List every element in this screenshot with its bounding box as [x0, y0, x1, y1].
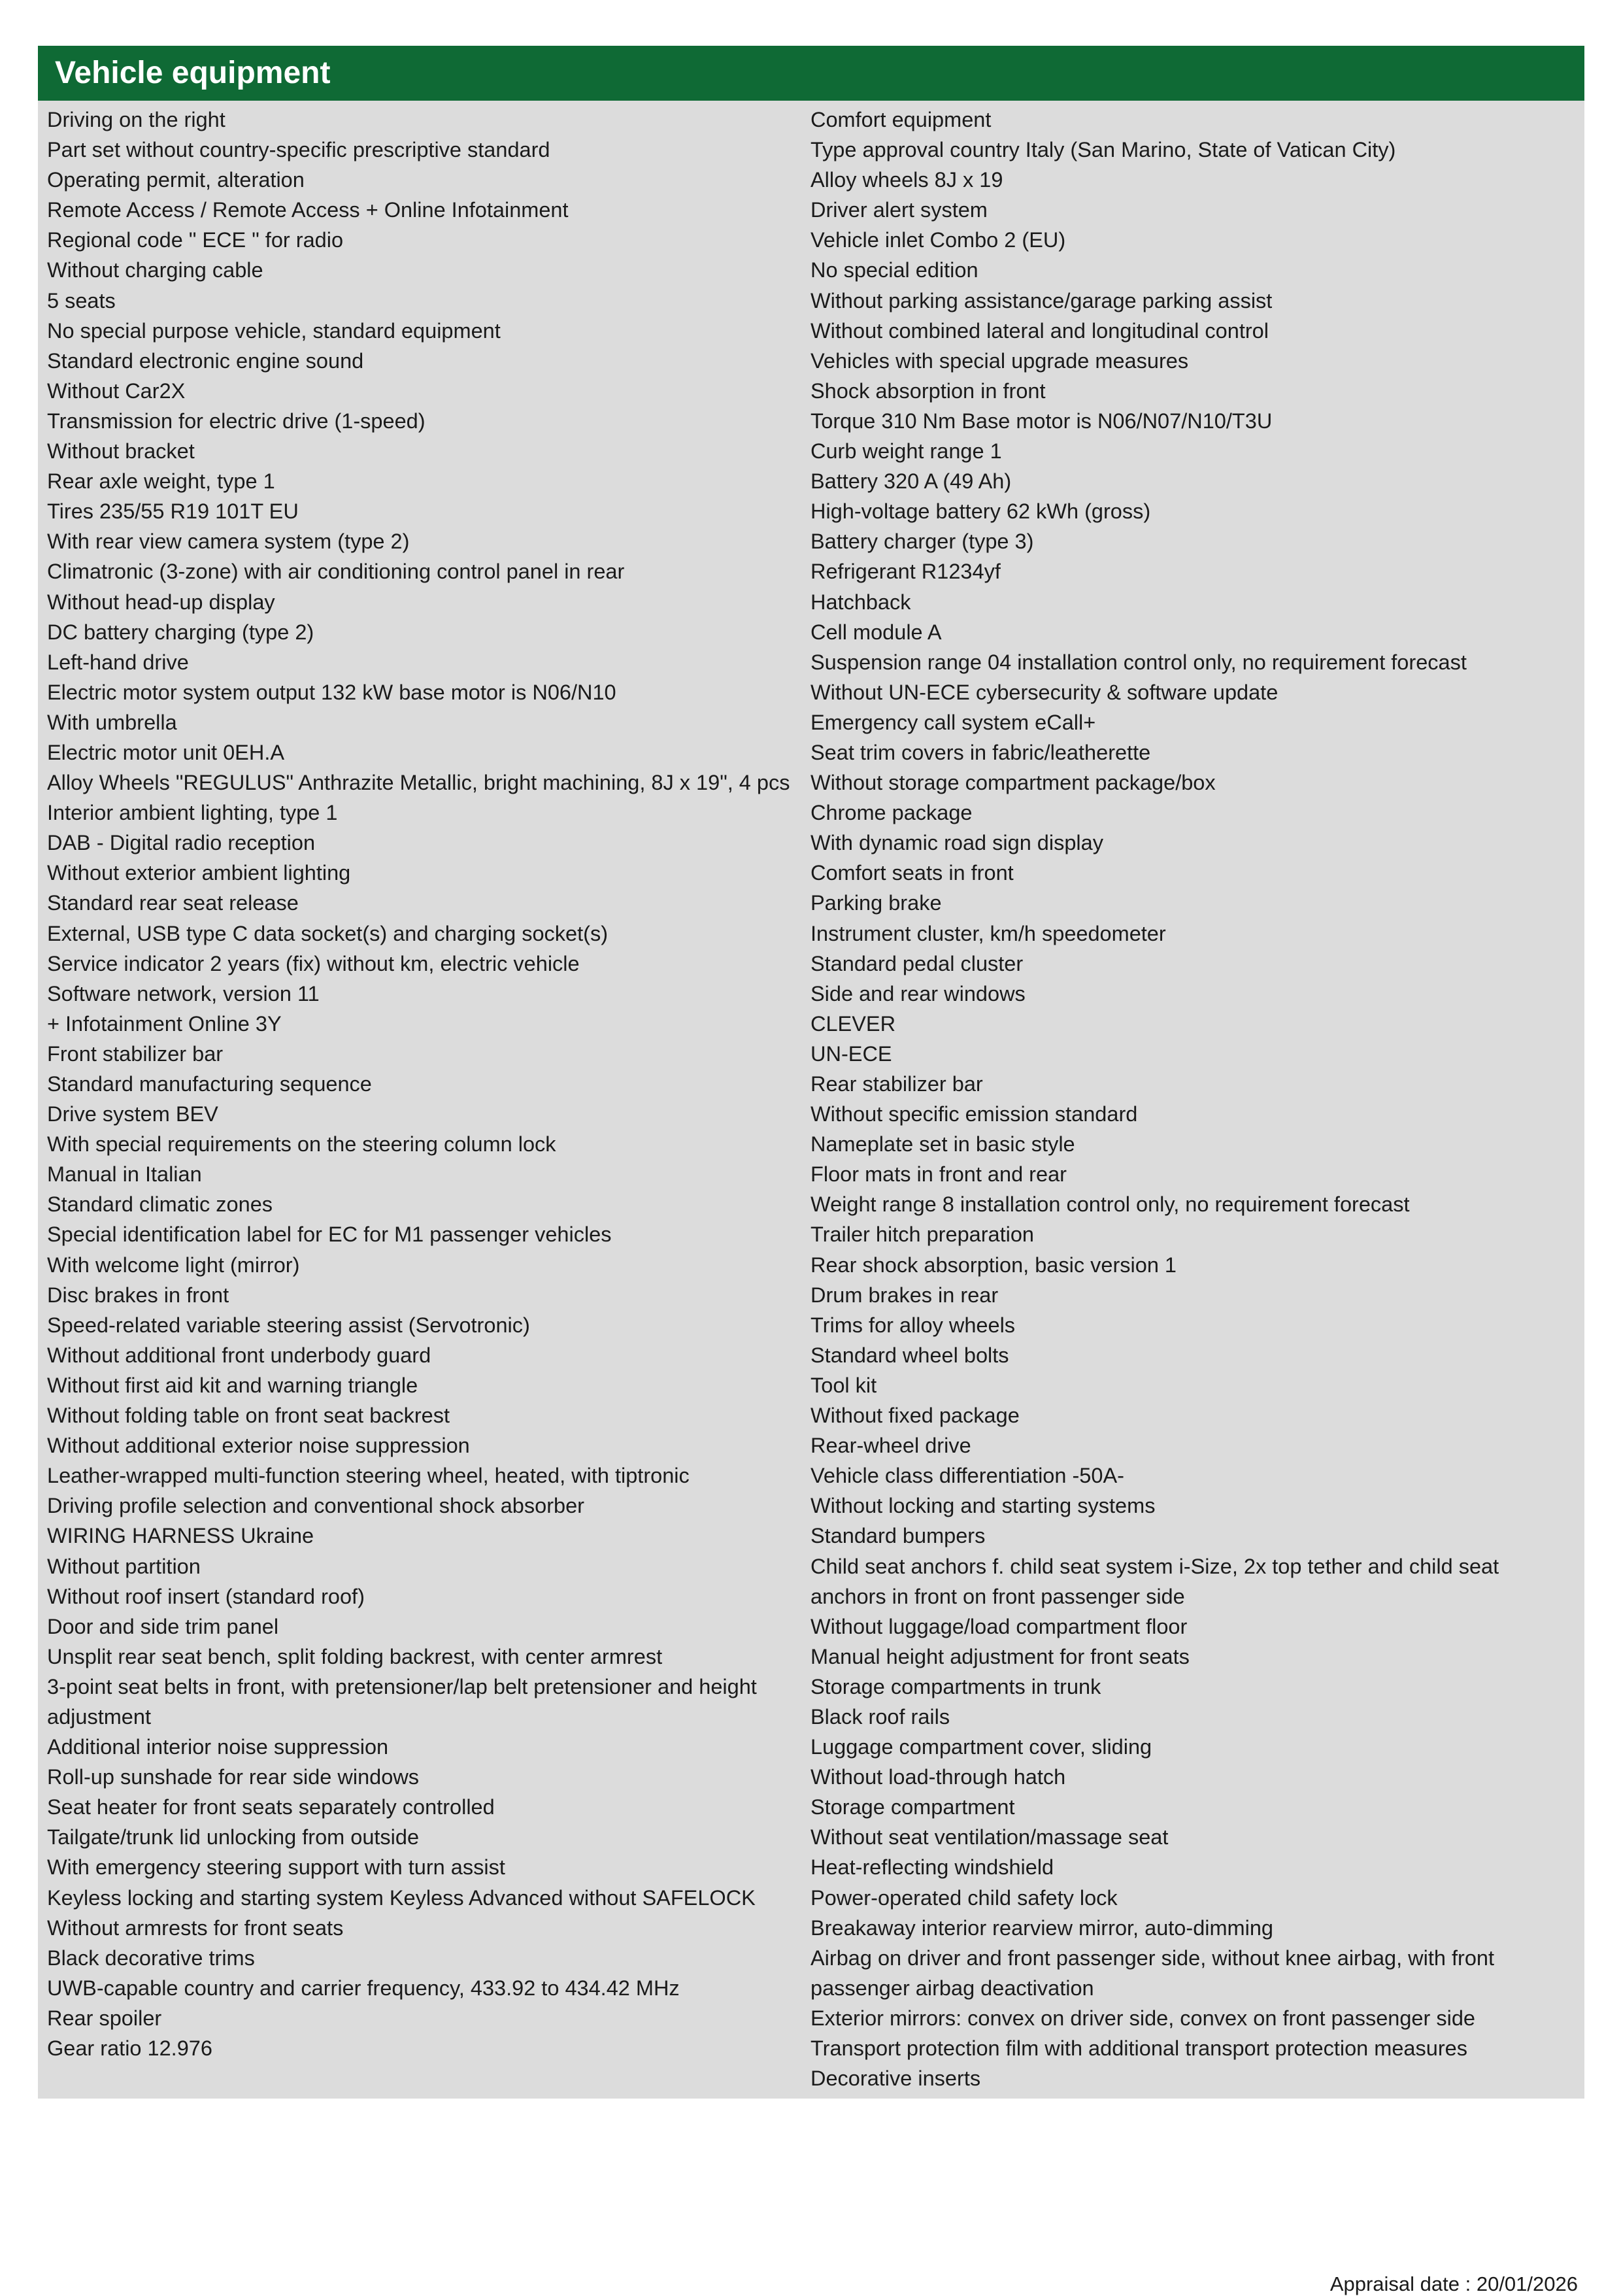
equipment-item: Driver alert system — [811, 198, 988, 222]
equipment-item: Hatchback — [811, 590, 911, 614]
equipment-item: Without combined lateral and longitudinal control — [811, 318, 1269, 343]
equipment-item: Alloy Wheels "REGULUS" Anthrazite Metallic, bright machining, 8J x 19", 4 pcs — [47, 771, 790, 795]
equipment-item: Electric motor system output 132 kW base motor is N06/N10 — [47, 680, 616, 704]
equipment-item: Without Car2X — [47, 379, 186, 403]
equipment-item: Heat-reflecting windshield — [811, 1855, 1054, 1880]
equipment-item: With emergency steering support with turn assist — [47, 1855, 505, 1880]
equipment-item: Software network, version 11 — [47, 981, 320, 1005]
equipment-item: Roll-up sunshade for rear side windows — [47, 1765, 420, 1789]
equipment-item: Transmission for electric drive (1-speed) — [47, 409, 426, 433]
equipment-item: 3-point seat belts in front, with pretensioner/lap belt pretensioner and height adjustment — [47, 1674, 757, 1729]
equipment-item: Airbag on driver and front passenger side, without knee airbag, with front passenger airbag deactivation — [811, 1946, 1495, 2000]
equipment-item: Standard rear seat release — [47, 891, 299, 915]
equipment-item: + Infotainment Online 3Y — [47, 1011, 282, 1036]
equipment-item: Interior ambient lighting, type 1 — [47, 801, 338, 825]
equipment-column-left — [38, 105, 811, 2093]
equipment-item: Curb weight range 1 — [811, 439, 1002, 464]
equipment-item: Without additional exterior noise suppression — [47, 1434, 470, 1458]
equipment-item: Suspension range 04 installation control only, no requirement forecast — [811, 650, 1467, 674]
equipment-list — [38, 101, 1584, 2099]
equipment-item: Floor mats in front and rear — [811, 1162, 1067, 1187]
equipment-item: Without fixed package — [811, 1404, 1020, 1428]
equipment-item: Climatronic (3-zone) with air conditioning control panel in rear — [47, 560, 625, 584]
equipment-item: Without bracket — [47, 439, 195, 464]
equipment-item: Speed-related variable steering assist (Servotronic) — [47, 1313, 530, 1337]
equipment-item: Alloy wheels 8J x 19 — [811, 168, 1003, 192]
equipment-item: Side and rear windows — [811, 981, 1026, 1005]
equipment-item: Instrument cluster, km/h speedometer — [811, 921, 1166, 945]
equipment-item: Black roof rails — [811, 1704, 950, 1729]
equipment-item: No special purpose vehicle, standard equipment — [47, 318, 501, 343]
equipment-item: Comfort equipment — [811, 108, 992, 131]
equipment-item: Standard climatic zones — [47, 1192, 273, 1217]
equipment-item: With dynamic road sign display — [811, 831, 1103, 855]
equipment-item: Without specific emission standard — [811, 1102, 1138, 1126]
equipment-item: Standard wheel bolts — [811, 1343, 1009, 1367]
equipment-item: Refrigerant R1234yf — [811, 560, 1001, 584]
equipment-item: Without luggage/load compartment floor — [811, 1614, 1188, 1638]
equipment-column-right — [811, 105, 1584, 2093]
equipment-item: Remote Access / Remote Access + Online Infotainment — [47, 198, 569, 222]
equipment-item: With rear view camera system (type 2) — [47, 530, 410, 554]
equipment-item: Leather-wrapped multi-function steering wheel, heated, with tiptronic — [47, 1464, 690, 1488]
equipment-item: Standard manufacturing sequence — [47, 1072, 372, 1096]
equipment-item: High-voltage battery 62 kWh (gross) — [811, 499, 1151, 524]
equipment-item: With special requirements on the steering column lock — [47, 1132, 556, 1156]
equipment-item: Child seat anchors f. child seat system i-Size, 2x top tether and child seat anchors in front on front passenger side — [811, 1554, 1499, 1608]
equipment-item: With umbrella — [47, 710, 177, 734]
equipment-item: UN-ECE — [811, 1041, 892, 1066]
equipment-item: Exterior mirrors: convex on driver side, convex on front passenger side — [811, 2006, 1475, 2030]
equipment-item: No special edition — [811, 258, 978, 282]
equipment-item: Rear shock absorption, basic version 1 — [811, 1253, 1177, 1277]
equipment-item: Parking brake — [811, 891, 942, 915]
equipment-item: Luggage compartment cover, sliding — [811, 1735, 1152, 1759]
equipment-item: Drum brakes in rear — [811, 1283, 999, 1307]
equipment-item: Emergency call system eCall+ — [811, 710, 1096, 734]
equipment-item: Standard electronic engine sound — [47, 348, 364, 373]
equipment-item: 5 seats — [47, 288, 116, 312]
equipment-item: DAB - Digital radio reception — [47, 831, 316, 855]
equipment-item: Additional interior noise suppression — [47, 1735, 389, 1759]
equipment-item: Special identification label for EC for M1 passenger vehicles — [47, 1223, 612, 1247]
equipment-item: Trims for alloy wheels — [811, 1313, 1016, 1337]
equipment-item: Vehicle class differentiation -50A- — [811, 1464, 1124, 1488]
equipment-item: Front stabilizer bar — [47, 1041, 224, 1066]
equipment-item: Cell module A — [811, 620, 942, 644]
equipment-item: Tailgate/trunk lid unlocking from outside — [47, 1825, 420, 1849]
equipment-item: Manual in Italian — [47, 1162, 202, 1187]
equipment-item: Battery charger (type 3) — [811, 530, 1034, 554]
equipment-item: Type approval country Italy (San Marino, State of Vatican City) — [811, 138, 1396, 162]
equipment-item: Nameplate set in basic style — [811, 1132, 1075, 1156]
equipment-item: Battery 320 A (49 Ah) — [811, 469, 1012, 494]
equipment-item: Rear axle weight, type 1 — [47, 469, 275, 494]
equipment-item: Manual height adjustment for front seats — [811, 1644, 1190, 1668]
equipment-item: Driving profile selection and conventional shock absorber — [47, 1494, 584, 1518]
equipment-item: Service indicator 2 years (fix) without km, electric vehicle — [47, 951, 580, 975]
equipment-item: Breakaway interior rearview mirror, auto-dimming — [811, 1916, 1274, 1940]
equipment-item: Power-operated child safety lock — [811, 1885, 1118, 1910]
equipment-item: Storage compartments in trunk — [811, 1674, 1101, 1698]
equipment-item: UWB-capable country and carrier frequency, 433.92 to 434.42 MHz — [47, 1976, 680, 2000]
equipment-item: Gear ratio 12.976 — [47, 2036, 212, 2060]
equipment-item: Seat trim covers in fabric/leatherette — [811, 740, 1151, 764]
equipment-item: Part set without country-specific prescriptive standard — [47, 138, 550, 162]
appraisal-date: Appraisal date : 20/01/2026 — [1329, 2272, 1578, 2295]
vehicle-equipment-section — [38, 46, 1584, 2099]
equipment-item: Without exterior ambient lighting — [47, 861, 351, 885]
equipment-item: Electric motor unit 0EH.A — [47, 740, 285, 764]
equipment-item: Rear spoiler — [47, 2006, 162, 2030]
equipment-item: Drive system BEV — [47, 1102, 218, 1126]
equipment-item: Without armrests for front seats — [47, 1916, 344, 1940]
equipment-item: Tires 235/55 R19 101T EU — [47, 499, 299, 524]
equipment-item: Without locking and starting systems — [811, 1494, 1156, 1518]
equipment-item: Without parking assistance/garage parking assist — [811, 288, 1273, 312]
equipment-item: Without storage compartment package/box — [811, 771, 1216, 795]
equipment-item: Tool kit — [811, 1373, 877, 1397]
equipment-item: Disc brakes in front — [47, 1283, 229, 1307]
equipment-item: Without partition — [47, 1554, 201, 1578]
equipment-item: Without additional front underbody guard — [47, 1343, 431, 1367]
equipment-item: Without UN-ECE cybersecurity & software update — [811, 680, 1278, 704]
equipment-item: Transport protection film with additional transport protection measures — [811, 2036, 1467, 2060]
equipment-item: Shock absorption in front — [811, 379, 1046, 403]
equipment-item: Left-hand drive — [47, 650, 189, 674]
equipment-item: Door and side trim panel — [47, 1614, 279, 1638]
equipment-item: Storage compartment — [811, 1795, 1015, 1819]
equipment-item: With welcome light (mirror) — [47, 1253, 300, 1277]
section-title: Vehicle equipment — [38, 46, 1584, 101]
equipment-item: Chrome package — [811, 801, 973, 825]
equipment-item: Without first aid kit and warning triangle — [47, 1373, 418, 1397]
equipment-item: Without folding table on front seat backrest — [47, 1404, 450, 1428]
equipment-item: Weight range 8 installation control only, no requirement forecast — [811, 1192, 1410, 1217]
equipment-item: DC battery charging (type 2) — [47, 620, 314, 644]
equipment-item: Without load-through hatch — [811, 1765, 1066, 1789]
equipment-item: Trailer hitch preparation — [811, 1223, 1035, 1247]
equipment-item: Seat heater for front seats separately controlled — [47, 1795, 495, 1819]
equipment-item: Driving on the right — [47, 108, 226, 131]
equipment-item: Vehicles with special upgrade measures — [811, 348, 1189, 373]
equipment-item: Rear stabilizer bar — [811, 1072, 983, 1096]
equipment-item: Operating permit, alteration — [47, 168, 305, 192]
equipment-item: Standard bumpers — [811, 1524, 986, 1548]
equipment-item: Black decorative trims — [47, 1946, 255, 1970]
equipment-item: Comfort seats in front — [811, 861, 1014, 885]
equipment-item: Vehicle inlet Combo 2 (EU) — [811, 228, 1066, 252]
equipment-item: Without seat ventilation/massage seat — [811, 1825, 1169, 1849]
equipment-item: WIRING HARNESS Ukraine — [47, 1524, 314, 1548]
equipment-item: Without roof insert (standard roof) — [47, 1584, 365, 1608]
equipment-item: Regional code " ECE " for radio — [47, 228, 344, 252]
equipment-item: Standard pedal cluster — [811, 951, 1024, 975]
equipment-item: Rear-wheel drive — [811, 1434, 971, 1458]
equipment-item: Keyless locking and starting system Keyless Advanced without SAFELOCK — [47, 1885, 756, 1910]
equipment-item: Decorative inserts — [811, 2067, 981, 2091]
equipment-item: Unsplit rear seat bench, split folding backrest, with center armrest — [47, 1644, 663, 1668]
equipment-item: Without charging cable — [47, 258, 263, 282]
equipment-item: Torque 310 Nm Base motor is N06/N07/N10/T3U — [811, 409, 1273, 433]
equipment-item: CLEVER — [811, 1011, 896, 1036]
equipment-item: Without head-up display — [47, 590, 275, 614]
equipment-item: External, USB type C data socket(s) and charging socket(s) — [47, 921, 609, 945]
